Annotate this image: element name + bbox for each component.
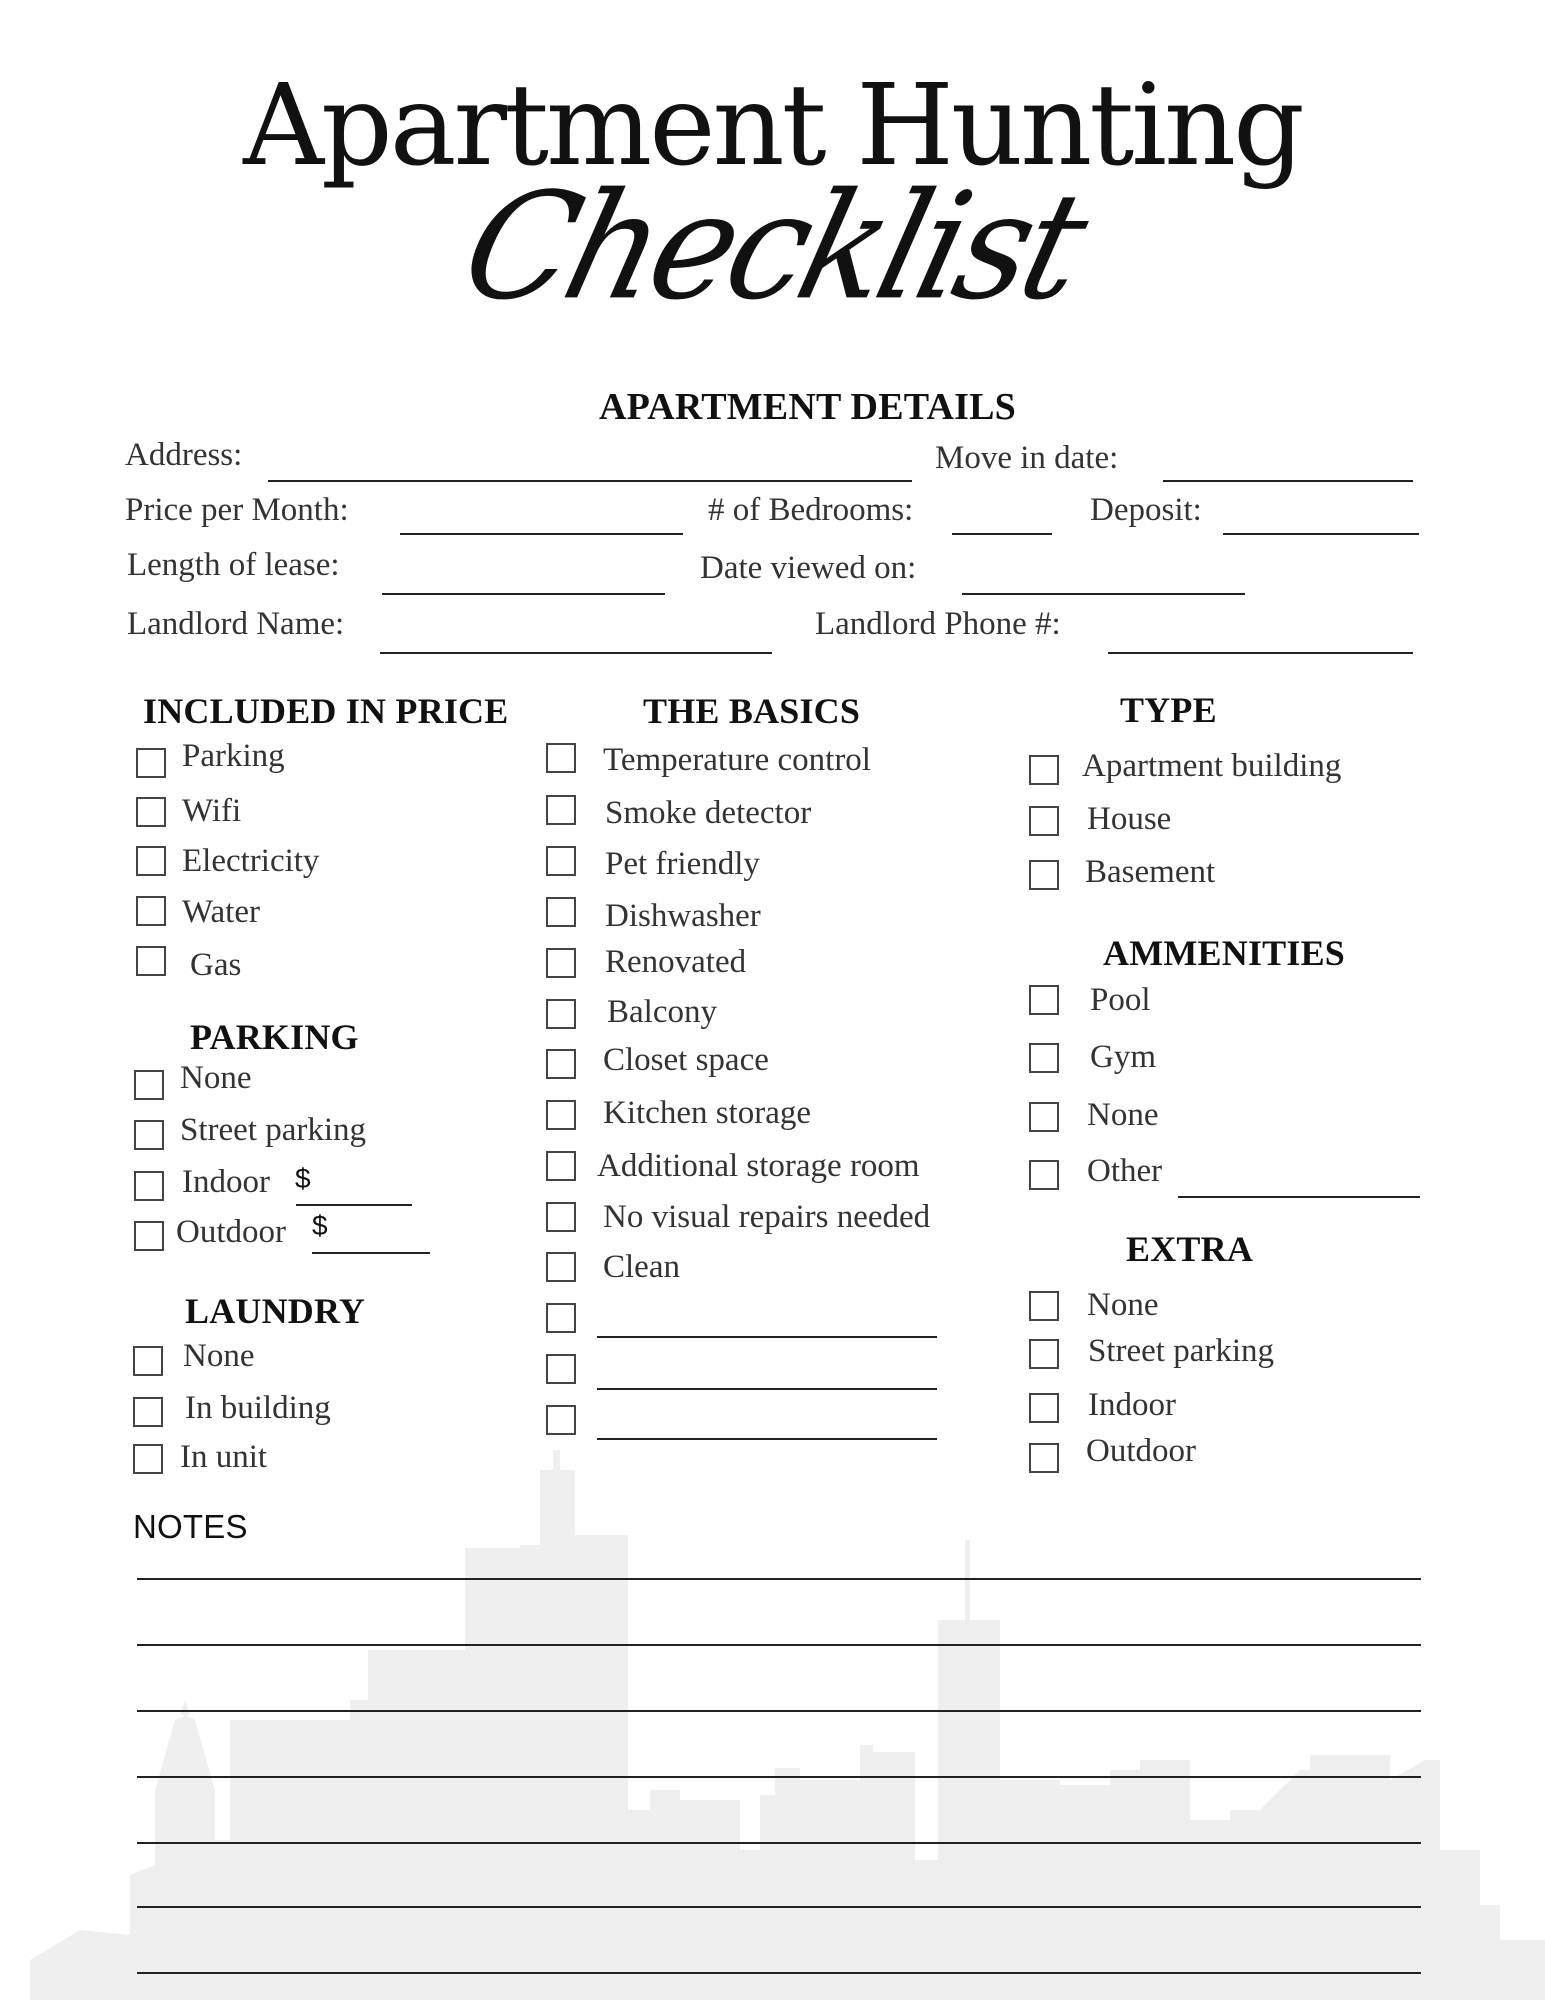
basics-balcony-checkbox[interactable] xyxy=(546,999,576,1029)
basics-smoke-detector-checkbox[interactable] xyxy=(546,795,576,825)
basics-kitchen-storage-label: Kitchen storage xyxy=(603,1095,812,1131)
length-of-lease-field[interactable] xyxy=(382,593,665,595)
landlord-phone-label: Landlord Phone #: xyxy=(815,606,1061,642)
parking-none-checkbox[interactable] xyxy=(134,1070,164,1100)
basics-no-repairs-label: No visual repairs needed xyxy=(603,1199,931,1235)
laundry-in-unit-label: In unit xyxy=(180,1439,268,1475)
basics-clean-checkbox[interactable] xyxy=(546,1252,576,1282)
basics-blank-2-checkbox[interactable] xyxy=(546,1354,576,1384)
basics-renovated-checkbox[interactable] xyxy=(546,948,576,978)
basics-blank-1-checkbox[interactable] xyxy=(546,1303,576,1333)
basics-closet-space-checkbox[interactable] xyxy=(546,1049,576,1079)
extra-none-checkbox[interactable] xyxy=(1029,1291,1059,1321)
basics-blank-3-field[interactable] xyxy=(597,1438,937,1440)
basics-renovated-label: Renovated xyxy=(605,944,747,980)
amenities-none-checkbox[interactable] xyxy=(1029,1102,1059,1132)
basics-dishwasher-label: Dishwasher xyxy=(605,898,761,934)
amenities-other-checkbox[interactable] xyxy=(1029,1160,1059,1190)
page-title: Apartment Hunting xyxy=(243,61,1302,191)
parking-outdoor-price-field[interactable] xyxy=(312,1252,430,1254)
parking-outdoor-checkbox[interactable] xyxy=(134,1221,164,1251)
type-house-checkbox[interactable] xyxy=(1029,806,1059,836)
parking-indoor-label: Indoor xyxy=(182,1164,270,1200)
laundry-none-label: None xyxy=(183,1338,255,1374)
notes-line[interactable] xyxy=(137,1644,1421,1646)
basics-pet-friendly-label: Pet friendly xyxy=(605,846,760,882)
landlord-name-field[interactable] xyxy=(380,652,772,654)
length-of-lease-label: Length of lease: xyxy=(127,547,340,583)
bedrooms-field[interactable] xyxy=(952,533,1052,535)
address-field[interactable] xyxy=(268,480,912,482)
amenities-none-label: None xyxy=(1087,1097,1159,1133)
notes-line[interactable] xyxy=(137,1972,1421,1974)
deposit-label: Deposit: xyxy=(1090,492,1202,528)
basics-temperature-control-checkbox[interactable] xyxy=(546,743,576,773)
type-basement-checkbox[interactable] xyxy=(1029,860,1059,890)
parking-street-checkbox[interactable] xyxy=(134,1120,164,1150)
included-electricity-checkbox[interactable] xyxy=(136,846,166,876)
apartment-details-heading: APARTMENT DETAILS xyxy=(599,386,1016,428)
basics-pet-friendly-checkbox[interactable] xyxy=(546,846,576,876)
type-heading: TYPE xyxy=(1120,690,1217,730)
parking-none-label: None xyxy=(180,1060,252,1096)
type-basement-label: Basement xyxy=(1085,854,1216,890)
move-in-date-field[interactable] xyxy=(1163,480,1413,482)
extra-outdoor-label: Outdoor xyxy=(1086,1433,1196,1469)
parking-indoor-price-field[interactable] xyxy=(296,1204,412,1206)
amenities-pool-checkbox[interactable] xyxy=(1029,985,1059,1015)
included-parking-checkbox[interactable] xyxy=(136,748,166,778)
type-apartment-building-label: Apartment building xyxy=(1082,748,1342,784)
extra-outdoor-checkbox[interactable] xyxy=(1029,1443,1059,1473)
amenities-heading: AMMENITIES xyxy=(1103,933,1346,973)
basics-no-repairs-checkbox[interactable] xyxy=(546,1202,576,1232)
type-house-label: House xyxy=(1087,801,1172,837)
laundry-none-checkbox[interactable] xyxy=(133,1346,163,1376)
included-electricity-label: Electricity xyxy=(182,843,320,879)
address-label: Address: xyxy=(125,437,243,473)
laundry-heading: LAUNDRY xyxy=(185,1291,366,1331)
move-in-date-label: Move in date: xyxy=(935,440,1119,476)
amenities-pool-label: Pool xyxy=(1090,982,1151,1018)
included-parking-label: Parking xyxy=(182,738,285,774)
basics-kitchen-storage-checkbox[interactable] xyxy=(546,1100,576,1130)
landlord-name-label: Landlord Name: xyxy=(127,606,345,642)
parking-outdoor-currency: $ xyxy=(312,1210,328,1241)
included-wifi-label: Wifi xyxy=(182,793,242,829)
extra-street-parking-label: Street parking xyxy=(1088,1333,1275,1369)
basics-blank-3-checkbox[interactable] xyxy=(546,1405,576,1435)
landlord-phone-field[interactable] xyxy=(1108,652,1413,654)
amenities-gym-label: Gym xyxy=(1090,1039,1156,1075)
laundry-in-building-checkbox[interactable] xyxy=(133,1397,163,1427)
basics-dishwasher-checkbox[interactable] xyxy=(546,897,576,927)
included-gas-label: Gas xyxy=(190,947,242,983)
basics-blank-1-field[interactable] xyxy=(597,1336,937,1338)
basics-closet-space-label: Closet space xyxy=(603,1042,769,1078)
page-title-script: Checklist xyxy=(447,161,1098,334)
type-apartment-building-checkbox[interactable] xyxy=(1029,755,1059,785)
notes-heading: NOTES xyxy=(133,1508,248,1545)
parking-indoor-currency: $ xyxy=(295,1163,311,1194)
laundry-in-unit-checkbox[interactable] xyxy=(133,1444,163,1474)
parking-heading: PARKING xyxy=(190,1017,359,1057)
date-viewed-field[interactable] xyxy=(962,593,1245,595)
basics-balcony-label: Balcony xyxy=(607,994,717,1030)
parking-street-label: Street parking xyxy=(180,1112,367,1148)
included-water-label: Water xyxy=(182,894,260,930)
basics-temperature-control-label: Temperature control xyxy=(603,742,871,778)
extra-none-label: None xyxy=(1087,1287,1159,1323)
parking-outdoor-label: Outdoor xyxy=(176,1214,286,1250)
basics-additional-storage-checkbox[interactable] xyxy=(546,1151,576,1181)
basics-additional-storage-label: Additional storage room xyxy=(597,1148,920,1184)
price-per-month-field[interactable] xyxy=(400,533,683,535)
date-viewed-label: Date viewed on: xyxy=(700,550,917,586)
included-wifi-checkbox[interactable] xyxy=(136,797,166,827)
notes-line[interactable] xyxy=(137,1710,1421,1712)
included-gas-checkbox[interactable] xyxy=(136,946,166,976)
extra-heading: EXTRA xyxy=(1126,1229,1254,1269)
notes-line[interactable] xyxy=(137,1578,1421,1580)
amenities-other-field[interactable] xyxy=(1178,1196,1420,1198)
basics-blank-2-field[interactable] xyxy=(597,1388,937,1390)
extra-street-parking-checkbox[interactable] xyxy=(1029,1339,1059,1369)
included-water-checkbox[interactable] xyxy=(136,896,166,926)
extra-indoor-label: Indoor xyxy=(1088,1387,1176,1423)
basics-clean-label: Clean xyxy=(603,1249,680,1285)
laundry-in-building-label: In building xyxy=(185,1390,331,1426)
extra-indoor-checkbox[interactable] xyxy=(1029,1393,1059,1423)
included-in-price-heading: INCLUDED IN PRICE xyxy=(143,691,509,731)
price-per-month-label: Price per Month: xyxy=(125,492,349,528)
amenities-other-label: Other xyxy=(1087,1153,1163,1189)
notes-line[interactable] xyxy=(137,1906,1421,1908)
parking-indoor-checkbox[interactable] xyxy=(134,1171,164,1201)
deposit-field[interactable] xyxy=(1223,533,1419,535)
notes-line[interactable] xyxy=(137,1842,1421,1844)
the-basics-heading: THE BASICS xyxy=(643,691,861,731)
amenities-gym-checkbox[interactable] xyxy=(1029,1043,1059,1073)
basics-smoke-detector-label: Smoke detector xyxy=(605,795,812,831)
notes-line[interactable] xyxy=(137,1776,1421,1778)
bedrooms-label: # of Bedrooms: xyxy=(708,492,914,528)
